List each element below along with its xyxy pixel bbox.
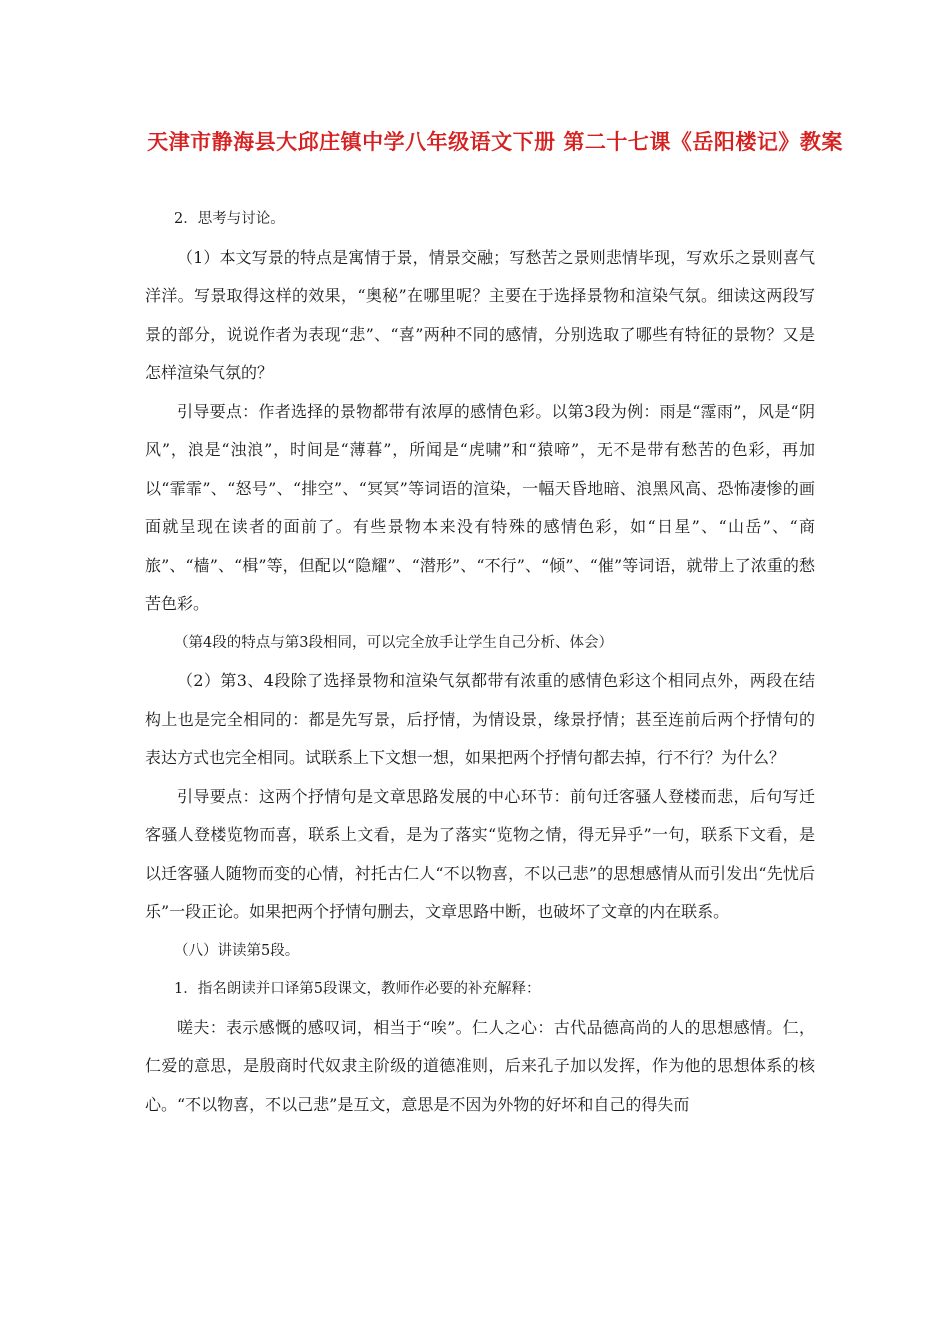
section-heading-discussion: 2．思考与讨论。 [174,211,285,227]
document-body [145,200,815,1124]
document-title: 天津市静海县大邱庄镇中学八年级语文下册 第二十七课《岳阳楼记》教案 [147,130,843,154]
paragraph-step-1: 1．指名朗读并口译第5段课文，教师作必要的补充解释： [174,981,541,997]
paragraph-guidance-1: 引导要点：作者选择的景物都带有浓厚的感情色彩。以第3段为例：雨是“霪雨”，风是“阴风”，浪是“浊浪”，时间是“薄暮”，所闻是“虎啸”和“猿啼”，无不是带有愁苦的色彩，再加以“霏霏”、“怒号”、“排空”、“冥冥”等词语的渲染，一幅天昏地暗、浪黑风高、恐怖凄惨的画面就呈现在读者的面前了。有些景物本来没有特殊的感情色彩，如“日星”、“山岳”、“商旅”、“樯”、“楫”等，但配以“隐耀”、“潜形”、“不行”、“倾”、“催”等词语，就带上了浓重的愁苦色彩。 [145,401,815,613]
paragraph-question-2: （2）第3、4段除了选择景物和渲染气氛都带有浓重的感情色彩这个相同点外，两段在结构上也是完全相同的：都是先写景，后抒情，为情设景，缘景抒情；甚至连前后两个抒情句的表达方式也完全相同。试联系上下文想一想，如果把两个抒情句都去掉，行不行？为什么？ [145,671,815,767]
paragraph-note-section-4: （第4段的特点与第3段相同，可以完全放手让学生自己分析、体会） [174,634,613,651]
paragraph-guidance-2: 引导要点：这两个抒情句是文章思路发展的中心环节：前句迁客骚人登楼而悲，后句写迁客骚人登楼览物而喜，联系上文看，是为了落实“览物之情，得无异乎”一句，联系下文看，是以迁客骚人随物而变的心情，衬托古仁人“不以物喜，不以己悲”的思想感情从而引发出“先忧后乐”一段正论。如果把两个抒情句删去，文章思路中断，也破坏了文章的内在联系。 [145,786,815,921]
section-heading-eight: （八）讲读第5段。 [174,942,300,959]
paragraph-explanation: 嗟夫：表示感慨的感叹词，相当于“唉”。仁人之心：古代品德高尚的人的思想感情。仁，仁爱的意思，是殷商时代奴隶主阶级的道德准则，后来孔子加以发挥，作为他的思想体系的核心。“不以物喜，不以己悲”是互文，意思是不因为外物的好坏和自己的得失而 [145,1017,815,1114]
paragraph-question-1: （1）本文写景的特点是寓情于景，情景交融；写愁苦之景则悲情毕现，写欢乐之景则喜气洋洋。写景取得这样的效果，“奥秘”在哪里呢？主要在于选择景物和渲染气氛。细读这两段写景的部分，说说作者为表现“悲”、“喜”两种不同的感情，分别选取了哪些有特征的景物？又是怎样渲染气氛的？ [145,247,815,382]
